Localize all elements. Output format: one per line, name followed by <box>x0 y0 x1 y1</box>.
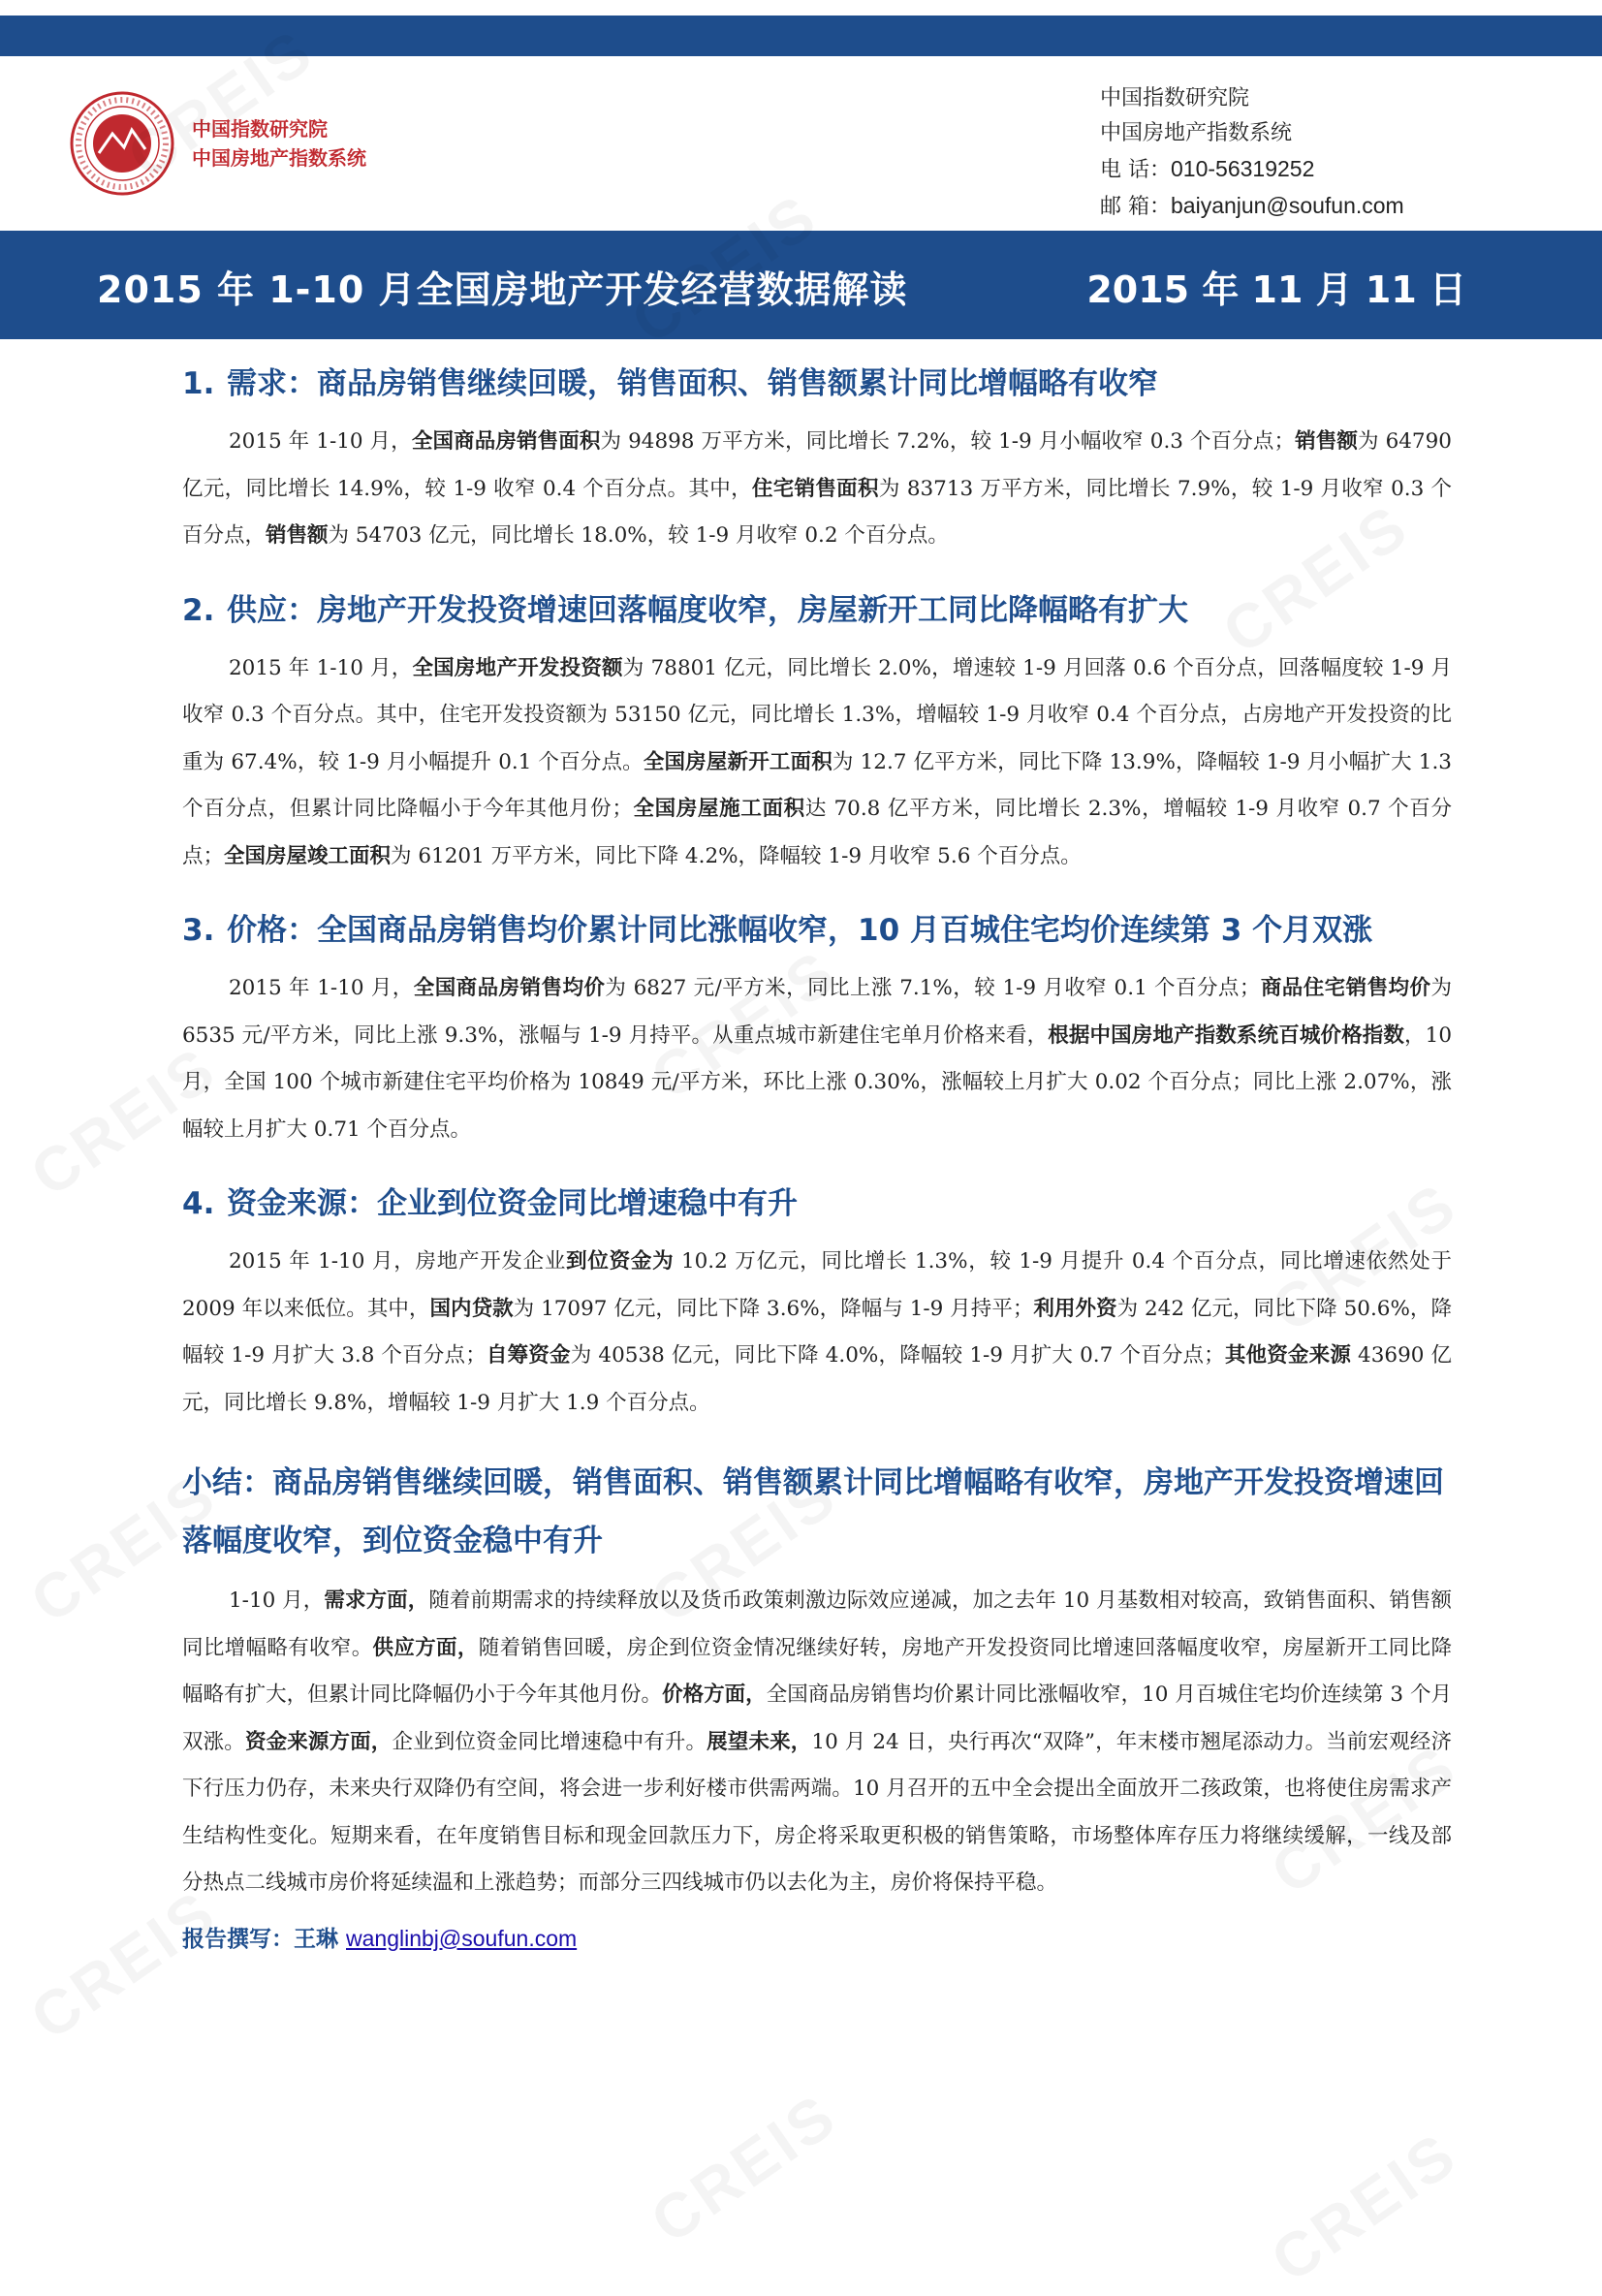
section-title: 资金来源：企业到位资金同比增速稳中有升 <box>227 1186 798 1221</box>
section-title: 供应：房地产开发投资增速回落幅度收窄，房屋新开工同比降幅略有扩大 <box>227 592 1188 628</box>
text-run: 10 月 24 日，央行再次“双降”，年末楼市翘尾添动力。当前宏观经济下行压力仍存，未来央行双降仍有空间，将会进一步利好楼市供需两端。10 月召开的五中全会提出全面放开二孩政策，也将使住房需求产生结构性变化。短期来看，在年度销售目标和现金回款压力下，房企将采取更积极的销售策略，市场整体库存压力将继续缓解，一线及部分热点二线城市房价将延续温和上涨趋势；而部分三四线城市仍以去化为主，房价将保持平稳。 <box>182 1729 1452 1895</box>
contact-block <box>1100 81 1404 225</box>
text-run: 为 94898 万平方米，同比增长 7.2%，较 1-9 月小幅收窄 0.3 个百分点； <box>600 429 1295 454</box>
text-run: 企业到位资金同比增速稳中有升。 <box>392 1729 707 1754</box>
bold-term: 全国商品房销售均价 <box>413 976 606 1000</box>
phone-number: 010-56319252 <box>1171 156 1315 181</box>
section-paragraph <box>182 419 1452 560</box>
bold-term: 其他资金来源 <box>1224 1343 1352 1368</box>
section-heading <box>182 907 1452 954</box>
text-run: 全国商品房销售均价累计同比涨幅收窄，10 月百城住宅均价连续第 3 个月双涨。 <box>182 1683 1452 1754</box>
bold-term: 销售额 <box>1294 429 1358 454</box>
org-name: 中国指数研究院 <box>192 117 328 141</box>
bold-term: 全国房屋竣工面积 <box>224 843 392 868</box>
section-heading <box>182 361 1452 407</box>
text-run: 为 61201 万平方米，同比下降 4.2%，降幅较 1-9 月收窄 5.6 个百分点。 <box>391 843 1082 868</box>
text-run: 2015 年 1-10 月， <box>229 976 414 1000</box>
report-date: 2015 年 11 月 11 日 <box>1086 268 1466 311</box>
text-run: 为 12.7 亿平方米，同比下降 13.9%，降幅较 1-9 月小幅扩大 1.3 个百分点，但累计同比降幅小于今年其他月份； <box>182 749 1452 821</box>
text-run: 为 83713 万平方米，同比增长 7.9%，较 1-9 月收窄 0.3 个百分点， <box>182 476 1452 548</box>
section-paragraph <box>182 645 1452 881</box>
contact-phone-row <box>1100 151 1404 188</box>
section-heading <box>182 587 1452 634</box>
text-run: 为 64790 亿元，同比增长 14.9%，较 1-9 收窄 0.4 个百分点。其中， <box>182 429 1452 501</box>
section-title: 价格：全国商品房销售均价累计同比涨幅收窄，10 月百城住宅均价连续第 3 个月双涨 <box>227 913 1373 948</box>
section-paragraph <box>182 1239 1452 1427</box>
bold-term: 国内贷款 <box>429 1296 514 1321</box>
creis-watermark <box>638 2079 850 2257</box>
text-run: 1-10 月， <box>229 1588 325 1613</box>
bold-term: 全国商品房销售面积 <box>411 429 601 454</box>
section-funding <box>182 1180 1452 1427</box>
text-run: 随着前期需求的持续释放以及货币政策刺激边际效应递减，加之去年 10 月基数相对较高，致销售面积、销售额同比增幅略有收窄。 <box>182 1588 1452 1660</box>
text-run: 随着销售回暖，房企到位资金情况继续好转，房地产开发投资同比增速回落幅度收窄，房屋新开工同比降幅略有扩大，但累计同比降幅仍小于今年其他月份。 <box>182 1635 1452 1707</box>
contact-email[interactable]: baiyanjun@soufun.com <box>1171 193 1404 218</box>
text-run: 为 17097 亿元，同比下降 3.6%，降幅与 1-9 月持平； <box>513 1296 1034 1321</box>
bold-term: 商品住宅销售均价 <box>1260 976 1431 1000</box>
system-name: 中国房地产指数系统 <box>192 146 366 170</box>
creis-watermark <box>1258 2118 1470 2296</box>
report-body <box>182 361 1452 1959</box>
text-run: 43690 亿元，同比增长 9.8%，增幅较 1-9 月扩大 1.9 个百分点。 <box>182 1343 1452 1415</box>
email-label: 邮 箱： <box>1100 195 1171 219</box>
text-run: 为 78801 亿元，同比增长 2.0%，增速较 1-9 月回落 0.6 个百分点，回落幅度较 1-9 月收窄 0.3 个百分点。其中，住宅开发投资额为 53150 亿元，同比增长 1.3%，增幅较 1-9 月收窄 0.4 个百分点，占房地产开发投资的比重为 67.4%，较 1-9 月小幅提升 0.1 个百分点。 <box>182 655 1452 774</box>
contact-email-row <box>1100 188 1404 225</box>
bold-term: 住宅销售面积 <box>751 476 879 501</box>
bold-term: 自筹资金 <box>486 1343 571 1368</box>
text-run: 2015 年 1-10 月，房地产开发企业 <box>229 1249 567 1274</box>
bold-term: 供应方面， <box>372 1635 479 1660</box>
text-run: 为 6535 元/平方米，同比上涨 9.3%，涨幅与 1-9 月持平。从重点城市新建住宅单月价格来看， <box>182 976 1452 1048</box>
bold-term: 到位资金为 <box>566 1249 675 1274</box>
bold-term: 全国房屋新开工面积 <box>643 749 832 774</box>
text-run: 为 40538 亿元，同比下降 4.0%，降幅较 1-9 月扩大 0.7 个百分点； <box>570 1343 1225 1368</box>
phone-label: 电 话： <box>1100 158 1171 182</box>
section-demand <box>182 361 1452 560</box>
text-run: 2015 年 1-10 月， <box>229 429 412 454</box>
author-email-link[interactable]: wanglinbj@soufun.com <box>346 1925 578 1951</box>
bold-term: 全国房屋施工面积 <box>632 797 805 821</box>
bold-term: 价格方面， <box>662 1683 767 1707</box>
bold-term: 销售额 <box>266 523 329 548</box>
author-line <box>182 1919 1452 1959</box>
section-paragraph <box>182 965 1452 1153</box>
text-run: 为 6827 元/平方米，同比上涨 7.1%，较 1-9 月收窄 0.1 个百分点； <box>605 976 1261 1000</box>
top-color-bar <box>0 16 1602 56</box>
contact-org: 中国指数研究院 <box>1100 86 1250 110</box>
text-run: 10.2 万亿元，同比增长 1.3%，较 1-9 月提升 0.4 个百分点，同比增速依然处于 2009 年以来低位。其中， <box>182 1249 1452 1321</box>
bold-term: 需求方面， <box>324 1588 429 1613</box>
summary-paragraph <box>182 1578 1452 1907</box>
text-run: 2015 年 1-10 月， <box>229 655 413 680</box>
report-title: 2015 年 1-10 月全国房地产开发经营数据解读 <box>97 268 908 311</box>
section-supply <box>182 587 1452 881</box>
section-number: 3. <box>182 913 215 948</box>
bold-term: 展望未来， <box>707 1729 812 1754</box>
text-run: 为 54703 亿元，同比增长 18.0%，较 1-9 月收窄 0.2 个百分点。 <box>328 523 949 548</box>
section-title: 需求：商品房销售继续回暖，销售面积、销售额累计同比增幅略有收窄 <box>227 366 1158 401</box>
org-block <box>192 114 366 173</box>
summary-title: 小结：商品房销售继续回暖，销售面积、销售额累计同比增幅略有收窄，房地产开发投资增速回落幅度收窄，到位资金稳中有升 <box>182 1465 1444 1558</box>
text-run: 为 242 亿元，同比下降 50.6%，降幅较 1-9 月扩大 3.8 个百分点； <box>182 1296 1452 1368</box>
text-run: ，10 月，全国 100 个城市新建住宅平均价格为 10849 元/平方米，环比上涨 0.30%，涨幅较上月扩大 0.02 个百分点；同比上涨 2.07%，涨幅较上月扩大 0.71 个百分点。 <box>182 1022 1452 1142</box>
author-label: 报告撰写：王琳 <box>182 1926 338 1952</box>
section-number: 2. <box>182 592 215 628</box>
section-heading <box>182 1180 1452 1227</box>
bold-term: 利用外资 <box>1033 1296 1117 1321</box>
section-number: 1. <box>182 366 215 401</box>
title-banner <box>0 231 1602 339</box>
china-index-academy-logo <box>68 89 176 198</box>
bold-term: 资金来源方面， <box>244 1729 393 1754</box>
contact-system: 中国房地产指数系统 <box>1100 121 1293 145</box>
summary-section <box>182 1454 1452 1907</box>
section-number: 4. <box>182 1186 215 1221</box>
bold-term: 全国房地产开发投资额 <box>412 655 623 680</box>
section-price <box>182 907 1452 1153</box>
text-run: 达 70.8 亿平方米，同比增长 2.3%，增幅较 1-9 月收窄 0.7 个百分点； <box>182 797 1452 868</box>
bold-term: 根据中国房地产指数系统百城价格指数 <box>1048 1022 1404 1048</box>
